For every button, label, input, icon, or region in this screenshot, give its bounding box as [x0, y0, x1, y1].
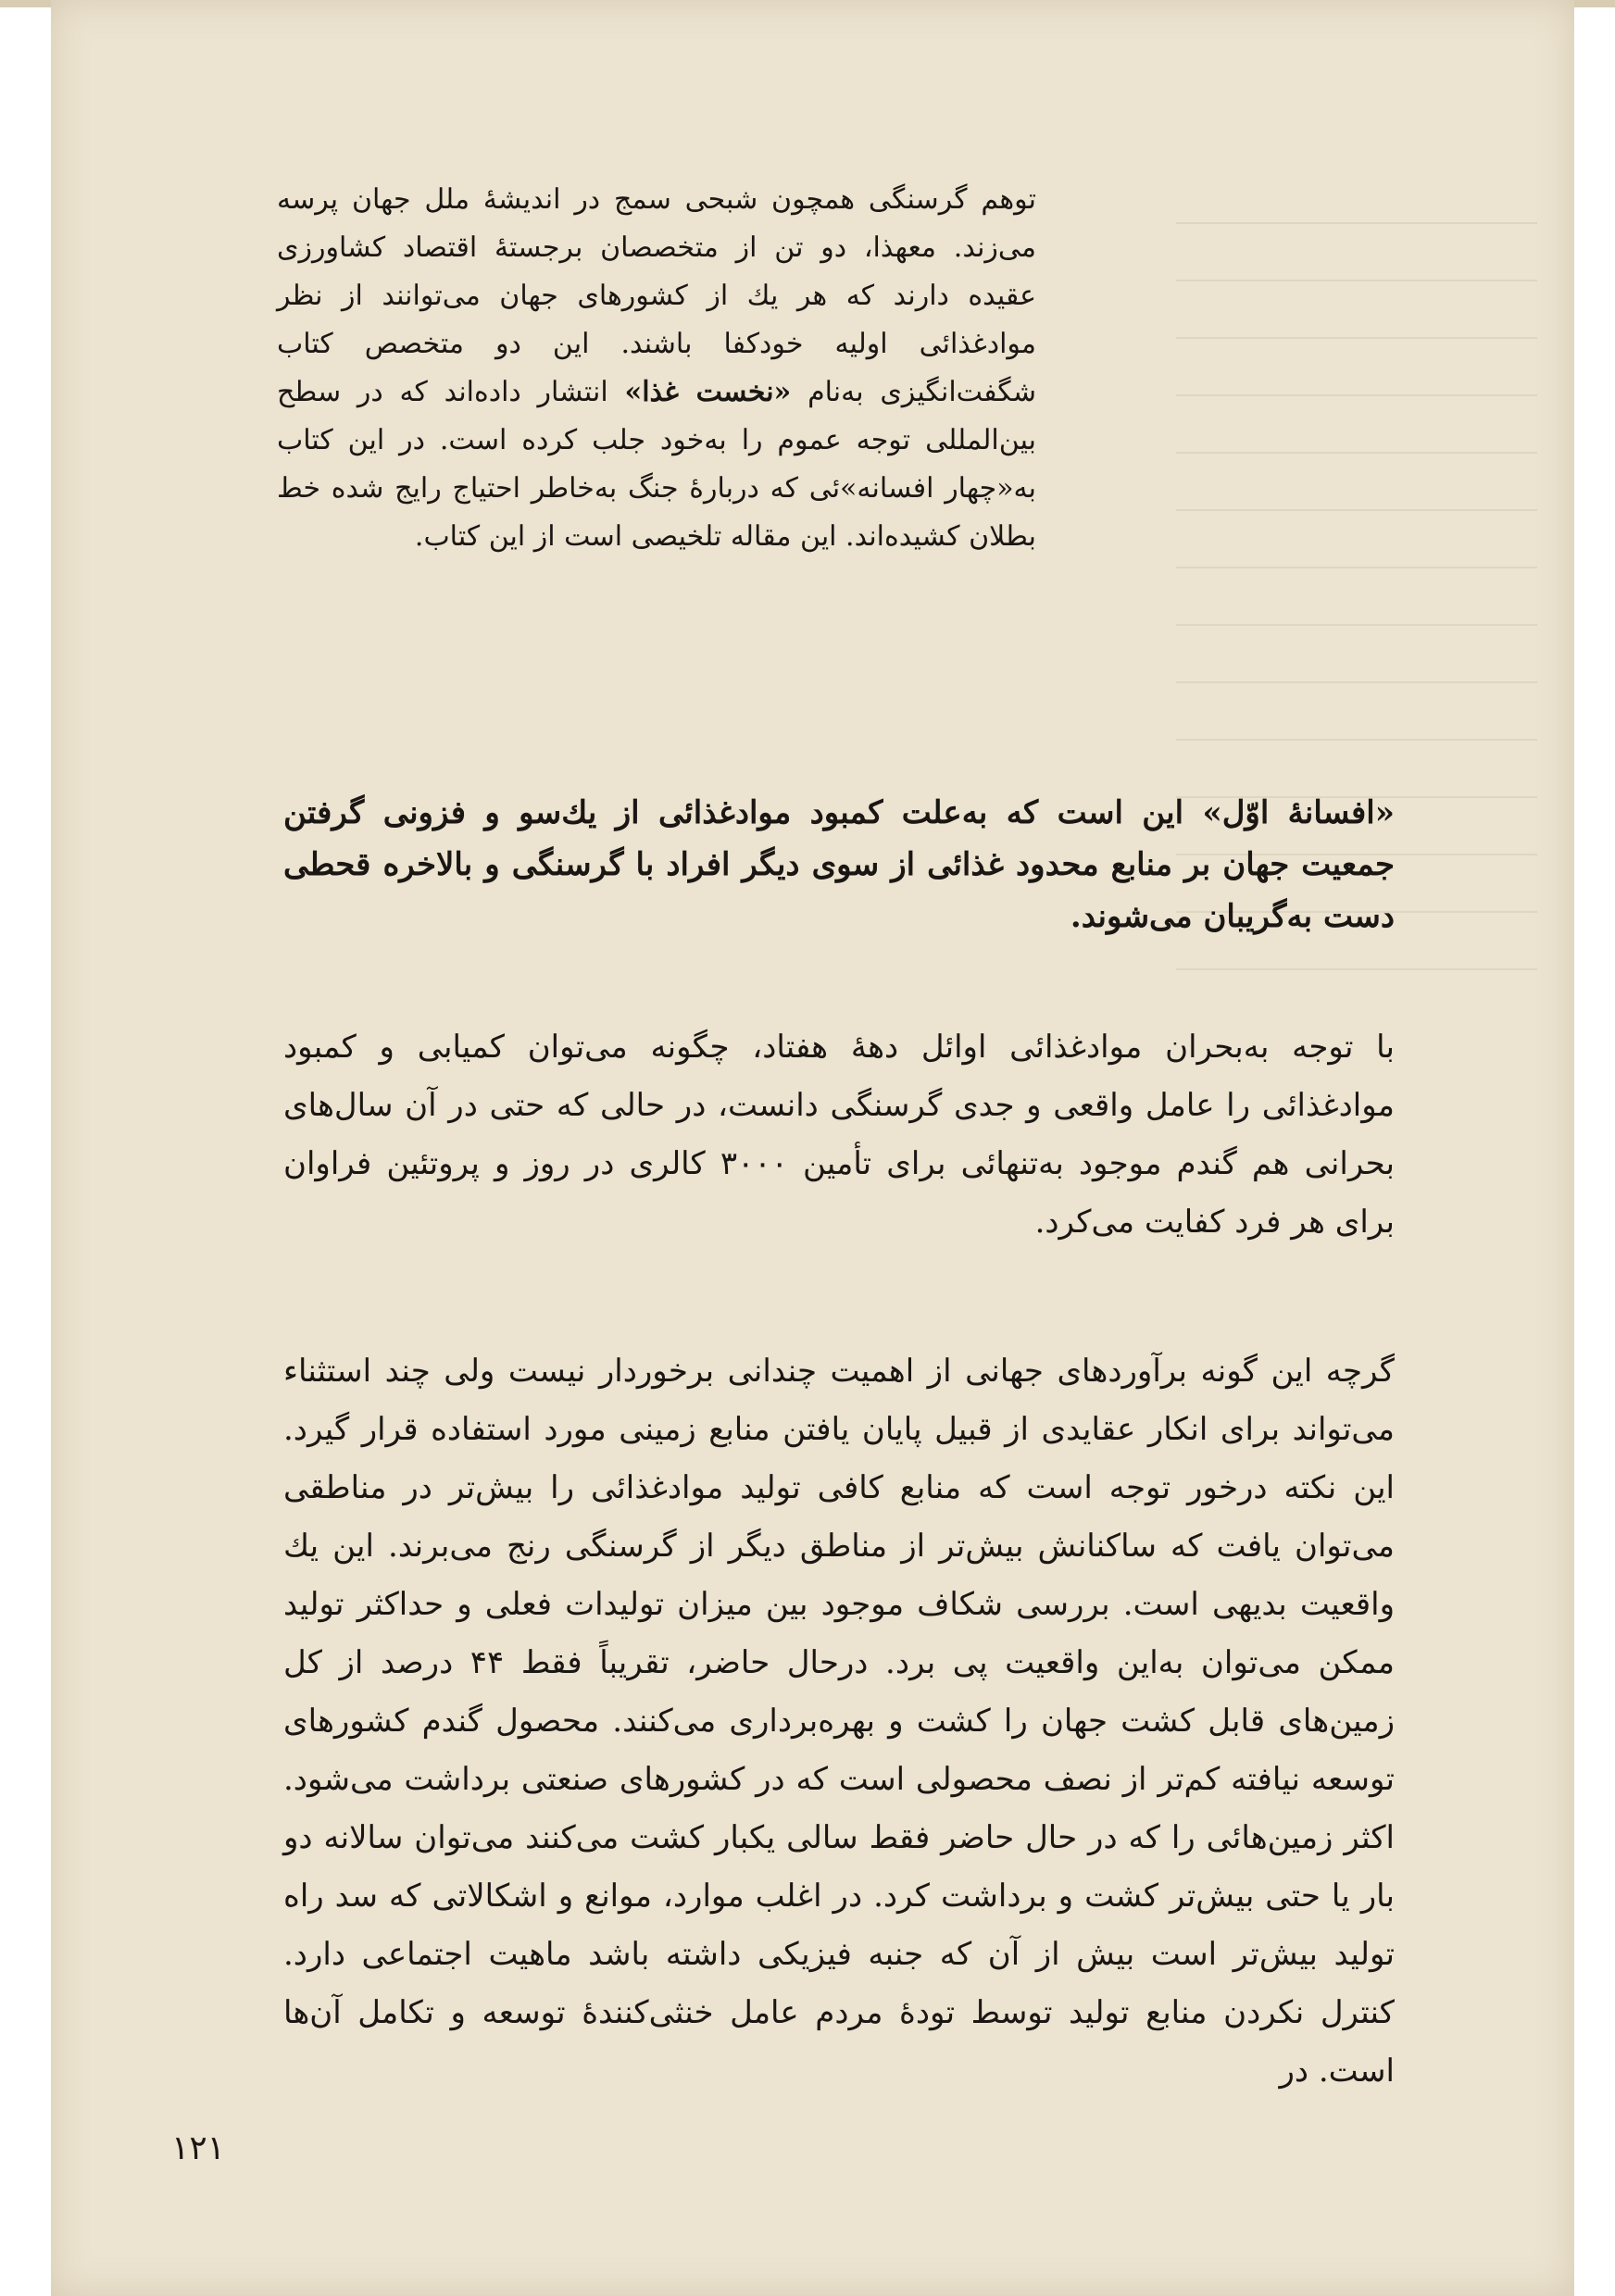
highlight-text: «افسانهٔ اوّل» این است که به‌علت کمبود موادغذائی از یك‌سو و فزونی گرفتن جمعیت جهان بر منابع محدود غذائی از سوی دیگر افراد با گرسنگی و بالاخره قحطی دست به‌گریبان می‌شوند. [283, 794, 1395, 935]
page-number: ۱۲۱ [171, 2129, 226, 2167]
intro-text-part2: انتشار داده‌اند که در سطح بین‌المللی توجه عموم را به‌خود جلب کرده است. در این کتاب به«چهار افسانه»ئی که دربارهٔ جنگ به‌خاطر احتیاج رایج شده خط بطلان کشیده‌اند. این مقاله تلخیصی است از این کتاب. [277, 376, 1036, 553]
paragraph-text: با توجه به‌بحران موادغذائی اوائل دههٔ هفتاد، چگونه می‌توان کمیابی و کمبود موادغذائی را عامل واقعی و جدی گرسنگی دانست، در حالی که حتی در آن سال‌های بحرانی هم گندم موجود به‌تنهائی برای تأمین ۳۰۰۰ کالری در روز و پروتئین فراوان برای هر فرد کفایت می‌کرد. [283, 1029, 1395, 1241]
body-paragraph-2 [283, 1342, 1395, 2101]
body-paragraph-1 [283, 1018, 1395, 1252]
book-title: «نخست غذا» [624, 376, 792, 408]
intro-text-part1: توهم گرسنگی همچون شبحی سمج در اندیشهٔ ملل جهان پرسه می‌زند. معهذا، دو تن از متخصصان برجستهٔ اقتصاد کشاورزی عقیده دارند که هر یك از کشورهای جهان می‌توانند از نظر موادغذائی اولیه خودکفا باشند. این دو متخصص کتاب شگفت‌انگیزی به‌نام [277, 183, 1037, 408]
paragraph-text: گرچه این گونه برآوردهای جهانی از اهمیت چندانی برخوردار نیست ولی چند استثناء می‌تواند برای انکار عقایدی از قبیل پایان یافتن منابع زمینی مورد استفاده قرار گیرد. این نکته درخور توجه است که منابع کافی تولید موادغذائی را بیش‌تر در مناطقی می‌توان یافت که ساکنانش بیش‌تر از مناطق دیگر از گرسنگی رنج می‌برند. این یك واقعیت بدیهی است. بررسی شکاف موجود بین میزان تولیدات فعلی و حداکثر تولید ممکن می‌توان به‌این واقعیت پی برد. درحال حاضر، تقریباً فقط ۴۴ درصد از کل زمین‌های قابل کشت جهان را کشت و بهره‌برداری می‌کنند. محصول گندم کشورهای توسعه نیافته کم‌تر از نصف محصولی است که در کشورهای صنعتی برداشت می‌شود. اکثر زمین‌هائی را که در حال حاضر فقط سالی یکبار کشت می‌کنند می‌توان سالانه دو بار یا حتی بیش‌تر کشت و برداشت کرد. در اغلب موارد، موانع و اشکالاتی که سد راه تولید بیش‌تر است بیش از آن که جنبه فیزیکی داشته باشد ماهیت اجتماعی دارد. کنترل نکردن منابع تولید توسط تودهٔ مردم عامل خنثی‌کنندهٔ توسعه و تکامل آن‌ها است. در [283, 1353, 1396, 2090]
highlight-paragraph [283, 787, 1395, 942]
intro-paragraph [277, 176, 1036, 561]
